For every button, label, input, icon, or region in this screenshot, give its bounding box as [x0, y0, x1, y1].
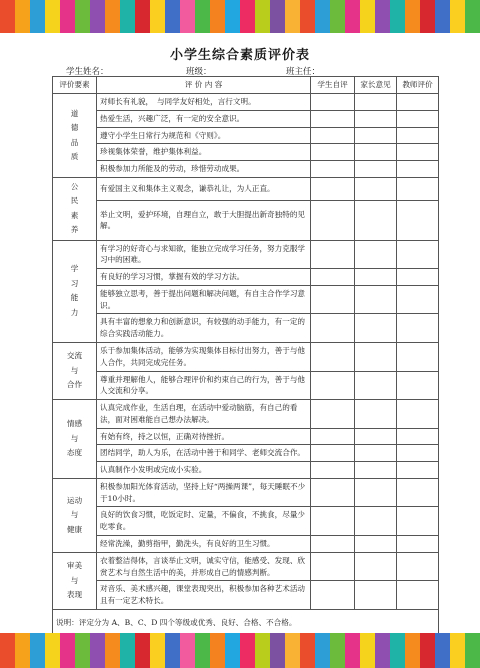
- criterion-text: 遵守小学生日常行为规范和《守则》。: [97, 127, 311, 144]
- head-teacher-label: 班主任：: [286, 67, 321, 77]
- category-label: 习: [70, 278, 79, 288]
- color-stripe: [300, 0, 315, 33]
- self-eval-cell[interactable]: [311, 285, 355, 314]
- self-eval-cell[interactable]: [311, 144, 355, 161]
- color-stripe: [30, 633, 45, 668]
- table-row: [53, 428, 439, 445]
- criterion-text: 具有丰富的想象力和创新意识，有较强的动手能力，有一定的综合实践活动能力。: [97, 314, 311, 343]
- criterion-text: 认真完成作业，生活自理，在活动中爱动脑筋，有自己的看法，面对困难能自己想办法解决。: [97, 400, 311, 429]
- color-stripe: [165, 633, 180, 668]
- table-row: [53, 371, 439, 400]
- teacher-eval-cell[interactable]: [397, 478, 439, 507]
- teacher-eval-cell[interactable]: [397, 343, 439, 372]
- color-stripe: [330, 0, 345, 33]
- category-label: 学: [70, 264, 79, 274]
- criterion-text: 积极参加阳光体育活动，坚持上好“两操两课”，每天睡眠不少于10小时。: [97, 478, 311, 507]
- table-header-row: [53, 77, 439, 94]
- color-stripe: [150, 633, 165, 668]
- self-eval-cell[interactable]: [311, 314, 355, 343]
- category-label: 表现: [66, 589, 83, 599]
- color-stripe: [225, 0, 240, 33]
- parent-opinion-cell[interactable]: [355, 94, 397, 111]
- teacher-eval-cell[interactable]: [397, 94, 439, 111]
- color-stripe: [15, 0, 30, 33]
- color-stripe: [90, 633, 105, 668]
- color-stripe: [135, 633, 150, 668]
- criterion-text: 经常洗澡，勤剪指甲，勤洗头，有良好的卫生习惯。: [97, 535, 311, 552]
- table-row: [53, 507, 439, 536]
- category-label: 品: [70, 137, 79, 147]
- table-row: [53, 535, 439, 552]
- table-row: [53, 445, 439, 462]
- color-stripe: [210, 0, 225, 33]
- color-stripe: [240, 633, 255, 668]
- self-eval-cell[interactable]: [311, 161, 355, 178]
- teacher-eval-cell[interactable]: [397, 240, 439, 269]
- parent-opinion-cell[interactable]: [355, 428, 397, 445]
- category-label: 能: [70, 293, 79, 303]
- criterion-text: 乐于参加集体活动，能够为实现集体目标付出努力，善于与他人合作，共同完成完任务。: [97, 343, 311, 372]
- criterion-text: 热爱生活，兴趣广泛，有一定的安全意识。: [97, 110, 311, 127]
- parent-opinion-cell[interactable]: [355, 462, 397, 479]
- color-stripe: [45, 633, 60, 668]
- self-eval-cell[interactable]: [311, 400, 355, 429]
- criterion-text: 对师长有礼貌， 与同学友好相处，言行文明。: [97, 94, 311, 111]
- parent-opinion-cell[interactable]: [355, 177, 397, 200]
- color-stripe: [345, 633, 360, 668]
- header-self-eval: 学生自评: [311, 77, 355, 94]
- category-label: 情感: [66, 419, 83, 429]
- student-name-label: 学生姓名：: [66, 67, 109, 77]
- color-stripe: [435, 0, 450, 33]
- category-label: 公: [70, 181, 79, 191]
- category-label: 素: [70, 210, 79, 220]
- color-stripe: [105, 0, 120, 33]
- category-label: 交流: [66, 351, 83, 361]
- color-stripe: [195, 0, 210, 33]
- color-stripe: [405, 0, 420, 33]
- color-stripe: [285, 633, 300, 668]
- color-stripe: [465, 633, 480, 668]
- parent-opinion-cell[interactable]: [355, 161, 397, 178]
- color-stripe: [450, 633, 465, 668]
- parent-opinion-cell[interactable]: [355, 371, 397, 400]
- color-stripe: [300, 633, 315, 668]
- color-stripe: [240, 0, 255, 33]
- parent-opinion-cell[interactable]: [355, 201, 397, 241]
- table-row: [53, 478, 439, 507]
- criterion-text: 有良好的学习习惯，掌握有效的学习方法。: [97, 269, 311, 286]
- parent-opinion-cell[interactable]: [355, 269, 397, 286]
- table-row: [53, 285, 439, 314]
- self-eval-cell[interactable]: [311, 269, 355, 286]
- parent-opinion-cell[interactable]: [355, 552, 397, 581]
- criterion-text: 有学习的好奇心与求知欲，能独立完成学习任务，努力克服学习中的困难。: [97, 240, 311, 269]
- header-teacher-eval: 教师评价: [397, 77, 439, 94]
- category-label: 态度: [66, 448, 83, 458]
- decorative-stripe-top: [0, 0, 480, 33]
- teacher-eval-cell[interactable]: [397, 269, 439, 286]
- table-row: [53, 343, 439, 372]
- category-label: 力: [70, 307, 79, 317]
- criterion-text: 尊重并理解他人，能够合理评价和约束自己的行为，善于与他人交流和分享。: [97, 371, 311, 400]
- color-stripe: [180, 633, 195, 668]
- color-stripe: [45, 0, 60, 33]
- category-label: 民: [70, 196, 79, 206]
- table-row: [53, 201, 439, 241]
- header-parent-opinion: 家长意见: [355, 77, 397, 94]
- teacher-eval-cell[interactable]: [397, 144, 439, 161]
- color-stripe: [30, 0, 45, 33]
- color-stripe: [315, 633, 330, 668]
- note-text: 说明：评定分为 A、B、C、D 四个等级或优秀、良好、合格、不合格。: [53, 609, 439, 636]
- category-cell: [53, 400, 97, 479]
- category-label: 运动: [66, 495, 83, 505]
- decorative-stripe-bottom: [0, 633, 480, 668]
- category-label: 与: [70, 433, 79, 443]
- self-eval-cell[interactable]: [311, 552, 355, 581]
- criterion-text: 对音乐、美术感兴趣，课堂表现突出，积极参加各种艺术活动且有一定艺术特长。: [97, 581, 311, 610]
- criterion-text: 积极参加力所能及的劳动，珍惜劳动成果。: [97, 161, 311, 178]
- self-eval-cell[interactable]: [311, 478, 355, 507]
- color-stripe: [360, 0, 375, 33]
- color-stripe: [465, 0, 480, 33]
- category-label: 与: [70, 365, 79, 375]
- parent-opinion-cell[interactable]: [355, 110, 397, 127]
- color-stripe: [375, 0, 390, 33]
- header-category: 评价要素: [53, 77, 97, 94]
- color-stripe: [405, 633, 420, 668]
- self-eval-cell[interactable]: [311, 535, 355, 552]
- color-stripe: [255, 0, 270, 33]
- self-eval-cell[interactable]: [311, 110, 355, 127]
- table-row: [53, 269, 439, 286]
- category-cell: [53, 240, 97, 342]
- class-label: 班级：: [186, 67, 212, 77]
- teacher-eval-cell[interactable]: [397, 507, 439, 536]
- color-stripe: [420, 0, 435, 33]
- table-row: [53, 400, 439, 429]
- self-eval-cell[interactable]: [311, 507, 355, 536]
- color-stripe: [345, 0, 360, 33]
- color-stripe: [225, 633, 240, 668]
- category-cell: [53, 478, 97, 552]
- criterion-text: 衣着整洁得体，言谈举止文明，诚实守信，能感受、发现、欣赏艺术与自然生活中的美，并形成自己的情感判断。: [97, 552, 311, 581]
- category-label: 德: [70, 123, 79, 133]
- parent-opinion-cell[interactable]: [355, 285, 397, 314]
- category-cell: [53, 552, 97, 609]
- parent-opinion-cell[interactable]: [355, 478, 397, 507]
- color-stripe: [330, 633, 345, 668]
- table-row: [53, 462, 439, 479]
- category-cell: [53, 177, 97, 240]
- color-stripe: [180, 0, 195, 33]
- teacher-eval-cell[interactable]: [397, 400, 439, 429]
- category-label: 质: [70, 151, 79, 161]
- self-eval-cell[interactable]: [311, 581, 355, 610]
- parent-opinion-cell[interactable]: [355, 535, 397, 552]
- color-stripe: [420, 633, 435, 668]
- evaluation-table: [52, 76, 439, 637]
- parent-opinion-cell[interactable]: [355, 581, 397, 610]
- category-label: 健康: [66, 524, 83, 534]
- color-stripe: [120, 633, 135, 668]
- color-stripe: [360, 633, 375, 668]
- color-stripe: [120, 0, 135, 33]
- teacher-eval-cell[interactable]: [397, 177, 439, 200]
- category-label: 合作: [66, 380, 83, 390]
- teacher-eval-cell[interactable]: [397, 462, 439, 479]
- parent-opinion-cell[interactable]: [355, 314, 397, 343]
- color-stripe: [165, 0, 180, 33]
- teacher-eval-cell[interactable]: [397, 201, 439, 241]
- self-eval-cell[interactable]: [311, 177, 355, 200]
- color-stripe: [435, 633, 450, 668]
- teacher-eval-cell[interactable]: [397, 428, 439, 445]
- color-stripe: [60, 633, 75, 668]
- parent-opinion-cell[interactable]: [355, 127, 397, 144]
- category-label: 养: [70, 225, 79, 235]
- color-stripe: [375, 633, 390, 668]
- color-stripe: [450, 0, 465, 33]
- color-stripe: [390, 633, 405, 668]
- color-stripe: [135, 0, 150, 33]
- color-stripe: [0, 633, 15, 668]
- criterion-text: 珍视集体荣誉，维护集体利益。: [97, 144, 311, 161]
- color-stripe: [255, 633, 270, 668]
- table-row: [53, 110, 439, 127]
- criterion-text: 团结同学，助人为乐，在活动中善于和同学、老师交流合作。: [97, 445, 311, 462]
- category-cell: [53, 343, 97, 400]
- color-stripe: [285, 0, 300, 33]
- parent-opinion-cell[interactable]: [355, 144, 397, 161]
- color-stripe: [90, 0, 105, 33]
- color-stripe: [0, 0, 15, 33]
- color-stripe: [105, 633, 120, 668]
- table-row: [53, 581, 439, 610]
- teacher-eval-cell[interactable]: [397, 371, 439, 400]
- parent-opinion-cell[interactable]: [355, 507, 397, 536]
- table-row: [53, 314, 439, 343]
- color-stripe: [75, 633, 90, 668]
- color-stripe: [195, 633, 210, 668]
- table-row: [53, 552, 439, 581]
- table-row: [53, 144, 439, 161]
- color-stripe: [150, 0, 165, 33]
- header-content: 评 价 内 容: [97, 77, 311, 94]
- teacher-eval-cell[interactable]: [397, 161, 439, 178]
- color-stripe: [390, 0, 405, 33]
- self-eval-cell[interactable]: [311, 428, 355, 445]
- parent-opinion-cell[interactable]: [355, 445, 397, 462]
- teacher-eval-cell[interactable]: [397, 445, 439, 462]
- category-label: 审美: [66, 561, 83, 571]
- color-stripe: [210, 633, 225, 668]
- self-eval-cell[interactable]: [311, 127, 355, 144]
- category-label: 道: [70, 108, 79, 118]
- teacher-eval-cell[interactable]: [397, 581, 439, 610]
- self-eval-cell[interactable]: [311, 445, 355, 462]
- teacher-eval-cell[interactable]: [397, 535, 439, 552]
- category-cell: [53, 94, 97, 178]
- criterion-text: 认真制作小发明或完成小实验。: [97, 462, 311, 479]
- self-eval-cell[interactable]: [311, 94, 355, 111]
- category-label: 与: [70, 575, 79, 585]
- teacher-eval-cell[interactable]: [397, 127, 439, 144]
- self-eval-cell[interactable]: [311, 343, 355, 372]
- table-row: [53, 94, 439, 111]
- criterion-text: 举止文明，爱护环境，自理自立，敢于大胆提出新奇独特的见解。: [97, 201, 311, 241]
- teacher-eval-cell[interactable]: [397, 552, 439, 581]
- color-stripe: [270, 633, 285, 668]
- color-stripe: [270, 0, 285, 33]
- self-eval-cell[interactable]: [311, 462, 355, 479]
- color-stripe: [15, 633, 30, 668]
- teacher-eval-cell[interactable]: [397, 110, 439, 127]
- criterion-text: 有始有终，持之以恒，正确对待挫折。: [97, 428, 311, 445]
- teacher-eval-cell[interactable]: [397, 314, 439, 343]
- table-row: [53, 127, 439, 144]
- self-eval-cell[interactable]: [311, 371, 355, 400]
- color-stripe: [75, 0, 90, 33]
- page-title: 小学生综合素质评价表: [169, 48, 310, 63]
- table-row: [53, 177, 439, 200]
- self-eval-cell[interactable]: [311, 240, 355, 269]
- table-row: [53, 161, 439, 178]
- table-row: [53, 240, 439, 269]
- color-stripe: [315, 0, 330, 33]
- category-label: 与: [70, 510, 79, 520]
- parent-opinion-cell[interactable]: [355, 400, 397, 429]
- color-stripe: [60, 0, 75, 33]
- parent-opinion-cell[interactable]: [355, 343, 397, 372]
- teacher-eval-cell[interactable]: [397, 285, 439, 314]
- criterion-text: 良好的饮食习惯，吃饭定时、定量，不偏食，不挑食，尽量少吃零食。: [97, 507, 311, 536]
- criterion-text: 能够独立思考，善于提出问题和解决问题，有自主合作学习意识。: [97, 285, 311, 314]
- criterion-text: 有爱国主义和集体主义观念，谦恭礼让，为人正直。: [97, 177, 311, 200]
- self-eval-cell[interactable]: [311, 201, 355, 241]
- parent-opinion-cell[interactable]: [355, 240, 397, 269]
